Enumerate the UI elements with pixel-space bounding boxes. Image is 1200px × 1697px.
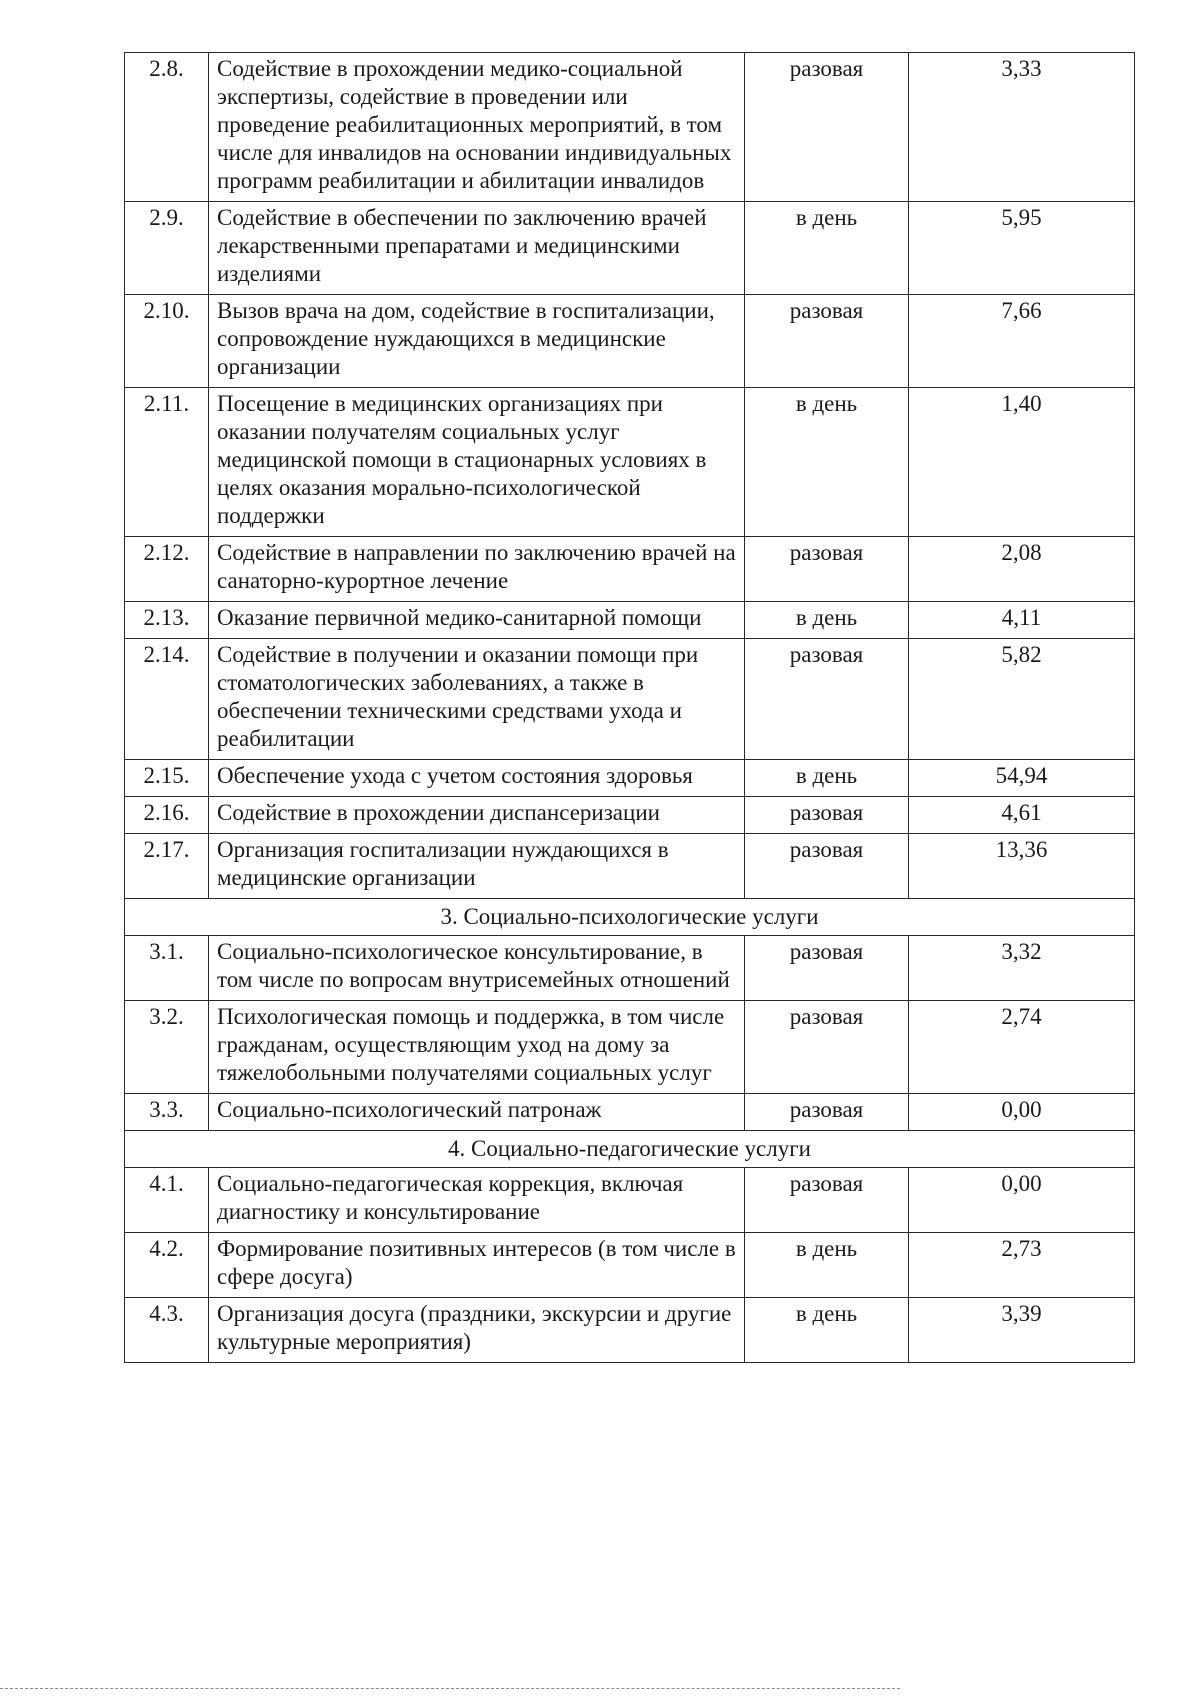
service-price: 3,32 — [909, 936, 1135, 1001]
row-number: 4.3. — [125, 1298, 209, 1363]
table-row — [125, 1168, 1135, 1233]
service-price: 2,74 — [909, 1001, 1135, 1094]
row-number: 2.11. — [125, 388, 209, 537]
service-name: Содействие в прохождении диспансеризации — [209, 797, 745, 834]
service-frequency: разовая — [745, 1001, 909, 1094]
service-price: 3,33 — [909, 53, 1135, 202]
service-frequency: разовая — [745, 53, 909, 202]
service-name: Оказание первичной медико-санитарной помощи — [209, 602, 745, 639]
service-frequency: разовая — [745, 1168, 909, 1233]
service-frequency: разовая — [745, 537, 909, 602]
service-frequency: в день — [745, 202, 909, 295]
service-name: Организация досуга (праздники, экскурсии и другие культурные мероприятия) — [209, 1298, 745, 1363]
service-name: Посещение в медицинских организациях при оказании получателям социальных услуг медицинской помощи в стационарных условиях в целях оказания морально-психологической поддержки — [209, 388, 745, 537]
row-number: 2.12. — [125, 537, 209, 602]
table-row — [125, 602, 1135, 639]
table-row — [125, 537, 1135, 602]
table-row — [125, 388, 1135, 537]
service-name: Социально-психологическое консультирование, в том числе по вопросам внутрисемейных отношений — [209, 936, 745, 1001]
service-name: Содействие в обеспечении по заключению врачей лекарственными препаратами и медицинскими изделиями — [209, 202, 745, 295]
service-price: 5,95 — [909, 202, 1135, 295]
section-heading: 3. Социально-психологические услуги — [125, 899, 1135, 936]
service-frequency: разовая — [745, 797, 909, 834]
service-frequency: разовая — [745, 639, 909, 760]
row-number: 2.15. — [125, 760, 209, 797]
table-row — [125, 760, 1135, 797]
service-price: 0,00 — [909, 1094, 1135, 1131]
row-number: 3.2. — [125, 1001, 209, 1094]
service-price: 5,82 — [909, 639, 1135, 760]
row-number: 4.1. — [125, 1168, 209, 1233]
service-name: Психологическая помощь и поддержка, в том числе гражданам, осуществляющим уход на дому за тяжелобольными получателями социальных услуг — [209, 1001, 745, 1094]
service-frequency: разовая — [745, 936, 909, 1001]
service-name: Содействие в направлении по заключению врачей на санаторно-курортное лечение — [209, 537, 745, 602]
table-row — [125, 834, 1135, 899]
service-name: Социально-педагогическая коррекция, включая диагностику и консультирование — [209, 1168, 745, 1233]
services-table-body — [125, 53, 1135, 1363]
services-table — [124, 52, 1135, 1363]
service-price: 2,08 — [909, 537, 1135, 602]
service-name: Обеспечение ухода с учетом состояния здоровья — [209, 760, 745, 797]
service-frequency: разовая — [745, 295, 909, 388]
row-number: 3.3. — [125, 1094, 209, 1131]
section-heading-row — [125, 899, 1135, 936]
service-name: Социально-психологический патронаж — [209, 1094, 745, 1131]
service-price: 4,11 — [909, 602, 1135, 639]
service-name: Формирование позитивных интересов (в том числе в сфере досуга) — [209, 1233, 745, 1298]
service-frequency: в день — [745, 1233, 909, 1298]
service-price: 0,00 — [909, 1168, 1135, 1233]
table-row — [125, 1298, 1135, 1363]
row-number: 3.1. — [125, 936, 209, 1001]
row-number: 2.9. — [125, 202, 209, 295]
table-row — [125, 1094, 1135, 1131]
page-bottom-rule — [0, 1688, 900, 1689]
table-row — [125, 295, 1135, 388]
table-row — [125, 797, 1135, 834]
row-number: 4.2. — [125, 1233, 209, 1298]
section-heading: 4. Социально-педагогические услуги — [125, 1131, 1135, 1168]
row-number: 2.14. — [125, 639, 209, 760]
service-price: 1,40 — [909, 388, 1135, 537]
service-name: Содействие в получении и оказании помощи при стоматологических заболеваниях, а также в обеспечении техническими средствами ухода и реабилитации — [209, 639, 745, 760]
service-frequency: в день — [745, 388, 909, 537]
service-price: 54,94 — [909, 760, 1135, 797]
service-name: Организация госпитализации нуждающихся в медицинские организации — [209, 834, 745, 899]
service-name: Вызов врача на дом, содействие в госпитализации, сопровождение нуждающихся в медицинские организации — [209, 295, 745, 388]
service-price: 3,39 — [909, 1298, 1135, 1363]
service-frequency: в день — [745, 1298, 909, 1363]
row-number: 2.8. — [125, 53, 209, 202]
table-row — [125, 1233, 1135, 1298]
row-number: 2.10. — [125, 295, 209, 388]
table-row — [125, 639, 1135, 760]
table-row — [125, 53, 1135, 202]
service-frequency: разовая — [745, 1094, 909, 1131]
table-row — [125, 936, 1135, 1001]
section-heading-row — [125, 1131, 1135, 1168]
service-price: 4,61 — [909, 797, 1135, 834]
row-number: 2.13. — [125, 602, 209, 639]
table-row — [125, 1001, 1135, 1094]
service-frequency: разовая — [745, 834, 909, 899]
service-frequency: в день — [745, 602, 909, 639]
service-name: Содействие в прохождении медико-социальной экспертизы, содействие в проведении или проведение реабилитационных мероприятий, в том числе для инвалидов на основании индивидуальных программ реабилитации и абилитации инвалидов — [209, 53, 745, 202]
row-number: 2.16. — [125, 797, 209, 834]
table-row — [125, 202, 1135, 295]
service-price: 7,66 — [909, 295, 1135, 388]
service-frequency: в день — [745, 760, 909, 797]
service-price: 2,73 — [909, 1233, 1135, 1298]
row-number: 2.17. — [125, 834, 209, 899]
service-price: 13,36 — [909, 834, 1135, 899]
